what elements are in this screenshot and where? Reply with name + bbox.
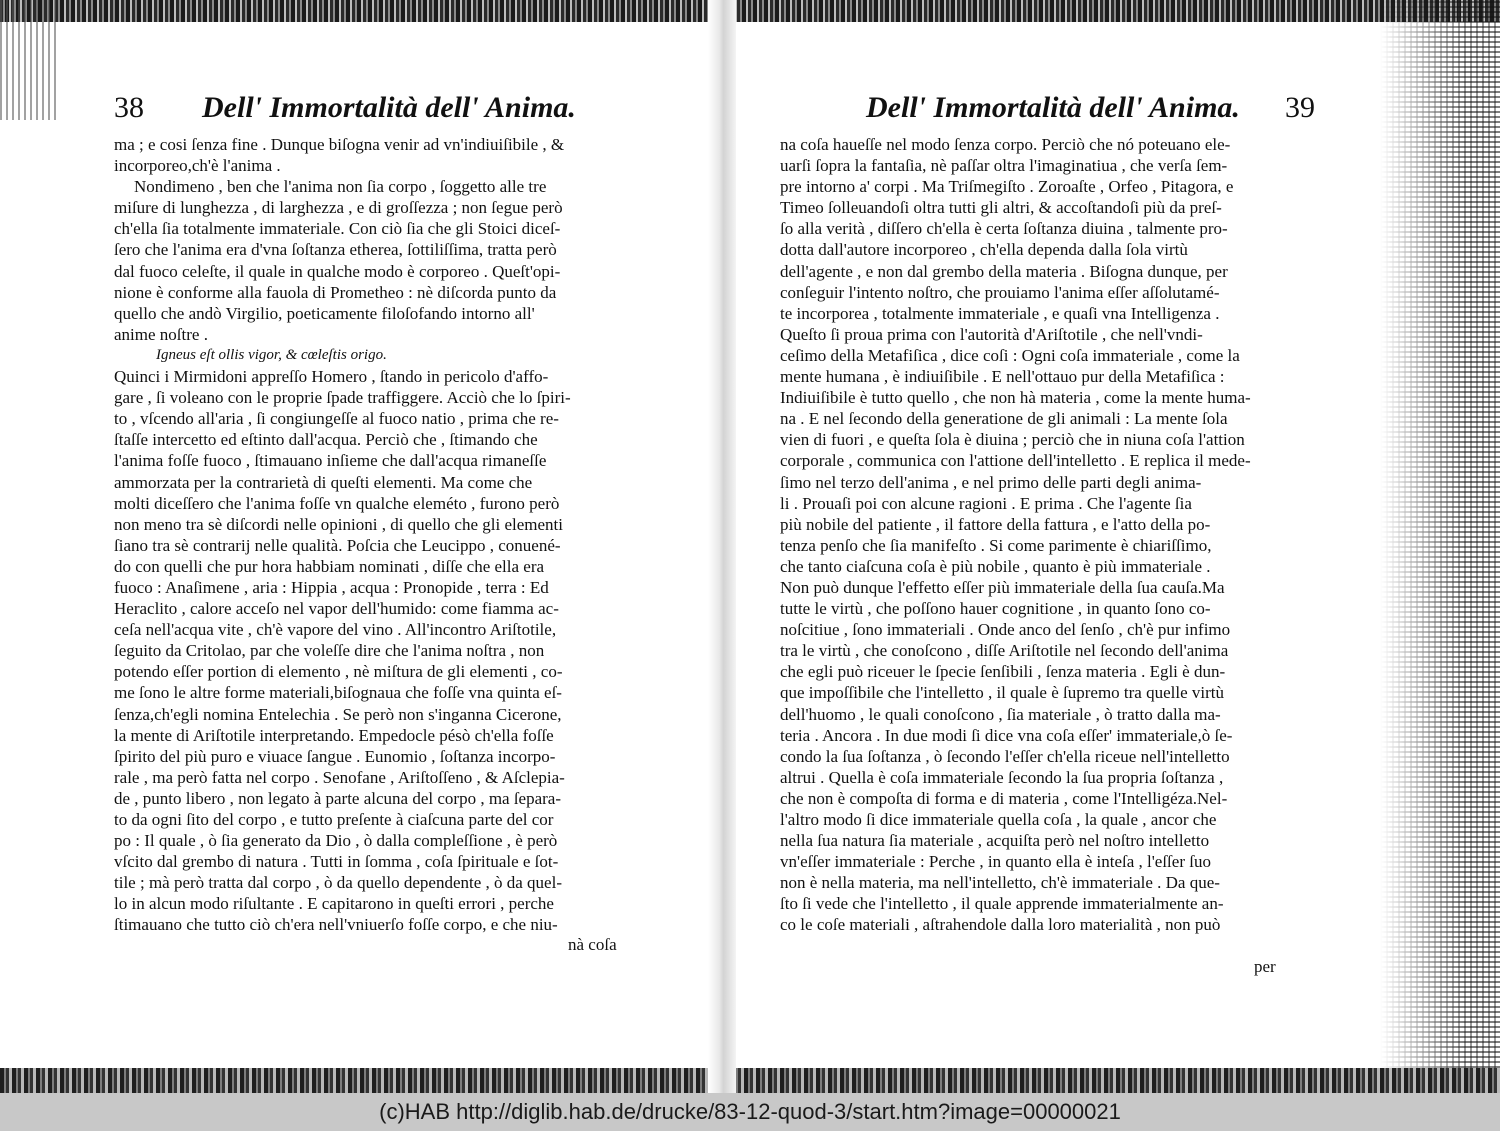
text-line: me ſono le altre forme materiali,biſognaua che foſſe vna quinta eſ- <box>114 683 562 703</box>
text-line: ſenza,ch'egli nomina Entelechia . Se però non s'inganna Cicerone, <box>114 704 562 724</box>
text-line: to , vſcendo all'aria , ſi congiungeſſe al fuoco natio , prima che re- <box>114 409 559 429</box>
text-line: que impoſſibile che l'intelletto , il quale è ſupremo tra quelle virtù <box>780 683 1224 703</box>
page-number: 38 <box>114 91 144 124</box>
text-line: dotta dall'autore incorporeo , ch'ella dependa dalla ſola virtù <box>780 240 1188 260</box>
text-line: conſeguir l'intento noſtro, che prouiamo l'anima eſſer aſſolutamé- <box>780 282 1220 302</box>
text-line: ſo alla verità , diſſero ch'ella è certa ſoſtanza diuina , talmente pro- <box>780 219 1228 239</box>
text-line: dell'huomo , le quali conoſcono , ſia materiale , ò tratto dalla ma- <box>780 704 1221 724</box>
text-line: do con quelli che pur hora habbiam nominati , diſſe che ella era <box>114 556 545 576</box>
running-title: Dell' Immortalità dell' Anima. <box>866 91 1240 124</box>
text-line: ſero che l'anima era d'vna ſoſtanza etherea, ſottiliſſima, tratta però <box>114 240 557 260</box>
text-line: dell'agente , e non dal grembo della materia . Biſogna dunque, per <box>780 261 1228 281</box>
text-line: ceſimo della Metafiſica , dice coſi : Ogni coſa immateriale , come la <box>780 345 1240 365</box>
text-line: dal fuoco celeſte, il quale in qualche modo è corporeo . Queſt'opi- <box>114 261 561 281</box>
text-line: non è nella materia, ma nell'intelletto, ch'è immateriale . Da que- <box>780 873 1220 893</box>
scan-edge-right <box>1380 0 1500 1093</box>
running-title: Dell' Immortalità dell' Anima. <box>202 91 576 124</box>
text-line: altrui . Quella è coſa immateriale ſecondo la ſua propria ſoſtanza , <box>780 767 1224 787</box>
text-line: corporale , communica con l'attione dell'intelletto . E replica il mede- <box>780 451 1251 471</box>
text-line: teria . Ancora . In due modi ſi dice vna coſa eſſer' immateriale,ò ſe- <box>780 725 1233 745</box>
text-line: tra le virtù , che conoſcono , diſſe Ariſtotile nel ſecondo dell'anima <box>780 641 1229 661</box>
text-line: che non è compoſta di forma e di materia , come l'Intelligéza.Nel- <box>780 788 1228 808</box>
verse-quotation: Igneus eſt ollis vigor, & cœleſtis origo. <box>156 346 387 363</box>
text-line: che tanto ciaſcuna coſa è più nobile , quanto è più immateriale . <box>780 556 1211 576</box>
text-line: mente humana , è indiuiſibile . E nell'ottauo pur della Metafiſica : <box>780 367 1225 387</box>
text-line: la mente di Ariſtotile interpretando. Empedocle pésò ch'ella foſſe <box>114 725 554 745</box>
text-line: molti diceſſero che l'anima foſſe vn qualche eleméto , furono però <box>114 493 560 513</box>
left-page <box>114 88 650 954</box>
text-line: ſeguito da Critolao, par che voleſſe dire che l'anima noſtra , non <box>114 641 545 661</box>
text-line: Quinci i Mirmidoni appreſſo Homero , ſtando in pericolo d'affo- <box>114 367 549 387</box>
text-line: tutte le virtù , che poſſono hauer cognitione , in quanto ſono co- <box>780 599 1211 619</box>
text-line: ſto ſi vede che l'intelletto , il quale apprende immaterialmente an- <box>780 894 1224 914</box>
text-line: uarſi ſopra la fantaſia, nè paſſar oltra l'imaginatiua , che verſa ſem- <box>780 156 1228 176</box>
text-line: incorporeo,ch'è l'anima . <box>114 156 281 176</box>
text-line: rale , ma però fatta nel corpo . Senofane , Ariſtoſſeno , & Aſclepia- <box>114 767 565 787</box>
text-line: vſcito dal grembo di natura . Tutti in ſomma , coſa ſpirituale e ſot- <box>114 852 559 872</box>
text-line: tile ; mà però tratta dal corpo , ò da quello dependente , ò da quel- <box>114 873 562 893</box>
text-line: de , punto libero , non legato à parte alcuna del corpo , ma ſepara- <box>114 788 562 808</box>
scan-edge-bottom <box>0 1068 1500 1093</box>
text-line: non meno tra sè diſcordi nelle opinioni , di quello che gli elementi <box>114 514 563 534</box>
text-line: co le coſe materiali , aſtrahendole dalla loro materialità , non può <box>780 915 1221 935</box>
text-line: li . Prouaſi poi con alcune ragioni . E prima . Che l'agente ſia <box>780 493 1192 513</box>
book-gutter <box>708 0 736 1093</box>
right-page <box>780 88 1315 976</box>
text-line: vien di fuori , e queſta ſola è diuina ; perciò che in niuna coſa l'attion <box>780 430 1245 450</box>
text-line: ceſa nell'acqua vite , ch'è vapore del vino . All'incontro Ariſtotile, <box>114 620 557 640</box>
text-line: ſpirito del più puro e viuace ſangue . Eunomio , ſoſtanza incorpo- <box>114 746 556 766</box>
right-page-body <box>780 134 1315 936</box>
text-line: nella ſua natura ſia materiale , acquiſta però nel noſtro intelletto <box>780 831 1210 851</box>
right-page-header <box>780 88 1315 134</box>
text-line: to da ogni ſito del corpo , e tutto preſente à ciaſcuna parte del cor <box>114 810 554 829</box>
text-line: pre intorno a' corpi . Ma Triſmegiſto . Zoroaſte , Orfeo , Pitagora, e <box>780 177 1234 197</box>
text-line: Nondimeno , ben che l'anima non ſia corpo , ſoggetto alle tre <box>134 177 547 197</box>
credit-footer: (c)HAB http://diglib.hab.de/drucke/83-12-quod-3/start.htm?image=00000021 <box>0 1093 1500 1131</box>
text-line: te incorporea , totalmente immateriale , e quaſi vna Intelligenza . <box>780 303 1220 323</box>
scan-edge-top <box>0 0 1500 22</box>
text-line: più nobile del patiente , il fattore della fattura , e l'atto della po- <box>780 514 1211 534</box>
text-line: noſcitiue , ſono immateriali . Onde anco del ſenſo , ch'è pur infimo <box>780 620 1231 640</box>
text-line: ſtaſſe intercetto ed eſtinto dall'acqua. Perciò che , ſtimando che <box>114 430 538 450</box>
scan-edge-left <box>0 0 60 120</box>
text-line: condo la ſua ſoſtanza , ò ſecondo l'eſſer ch'ella riceue nell'intelletto <box>780 746 1230 766</box>
text-line: miſure di lunghezza , di larghezza , e di groſſezza ; non ſegue però <box>114 198 563 218</box>
text-line: tenza penſo che ſia manifeſto . Si come parimente è chiariſſimo, <box>780 535 1212 555</box>
text-line: Queſto ſi proua prima con l'autorità d'Ariſtotile , che nell'vndi- <box>780 324 1203 344</box>
text-line: ſtimauano che tutto ciò ch'era nell'vniuerſo foſſe corpo, e che niu- <box>114 915 558 935</box>
text-line: Timeo ſolleuandoſi oltra tutti gli altri, & accoſtandoſi più da preſ- <box>780 198 1222 218</box>
catchword: nà coſa <box>568 935 617 954</box>
text-line: ma ; e cosi ſenza fine . Dunque biſogna venir ad vn'indiuiſibile , & <box>114 135 565 154</box>
text-line: ſiano tra sè contrarij nelle qualità. Poſcia che Leucippo , conuené- <box>114 535 561 555</box>
text-line: po : Il quale , ò ſia generato da Dio , ò dalla compleſſione , è però <box>114 831 558 851</box>
text-line: vn'eſſer immateriale : Perche , in quanto ella è inteſa , l'eſſer ſuo <box>780 852 1211 872</box>
catchword: per <box>1254 957 1276 976</box>
text-line: quello che andò Virgilio, poeticamente filoſofando intorno all' <box>114 303 535 323</box>
text-line: potendo eſſer portion di elemento , nè miſtura de gli elementi , co- <box>114 662 563 682</box>
page-number: 39 <box>1285 91 1315 124</box>
text-line: fuoco : Anaſimene , aria : Hippia , acqua : Pronopide , terra : Ed <box>114 577 549 597</box>
text-line: ammorzata per la contrarietà di queſti elementi. Ma come che <box>114 472 533 492</box>
text-line: Heraclito , calore acceſo nel vapor dell'humido: come fiamma ac- <box>114 599 559 619</box>
left-page-body <box>114 134 650 936</box>
text-line: Indiuiſibile è tutto quello , che non hà materia , come la mente huma- <box>780 388 1251 408</box>
text-line: anime noſtre . <box>114 324 208 344</box>
text-line: Non può dunque l'effetto eſſer più immateriale della ſua cauſa.Ma <box>780 577 1225 597</box>
text-line: l'anima foſſe fuoco , ſtimauano inſieme che dall'acqua rimaneſſe <box>114 451 547 471</box>
text-line: l'altro modo ſi dice immateriale quella coſa , la quale , ancor che <box>780 810 1217 829</box>
text-line: ſimo nel terzo dell'anima , e nel primo delle parti degli anima- <box>780 472 1202 492</box>
text-line: na . E nel ſecondo della generatione de gli animali : La mente ſola <box>780 409 1228 429</box>
text-line: ch'ella ſia totalmente immateriale. Con ciò ſia che gli Stoici diceſ- <box>114 219 561 239</box>
text-line: lo in alcun modo riſultante . E capitarono in queſti errori , perche <box>114 894 554 914</box>
text-line: gare , ſi voleano con le proprie ſpade traffiggere. Acciò che lo ſpiri- <box>114 388 571 408</box>
text-line: che egli può riceuer le ſpecie ſenſibili , ſenza materia . Egli è dun- <box>780 662 1226 682</box>
text-line: nione è conforme alla fauola di Prometheo : nè diſcorda punto da <box>114 282 557 302</box>
text-line: na coſa haueſſe nel modo ſenza corpo. Perciò che nó poteuano ele- <box>780 135 1231 154</box>
left-page-header <box>114 88 650 134</box>
